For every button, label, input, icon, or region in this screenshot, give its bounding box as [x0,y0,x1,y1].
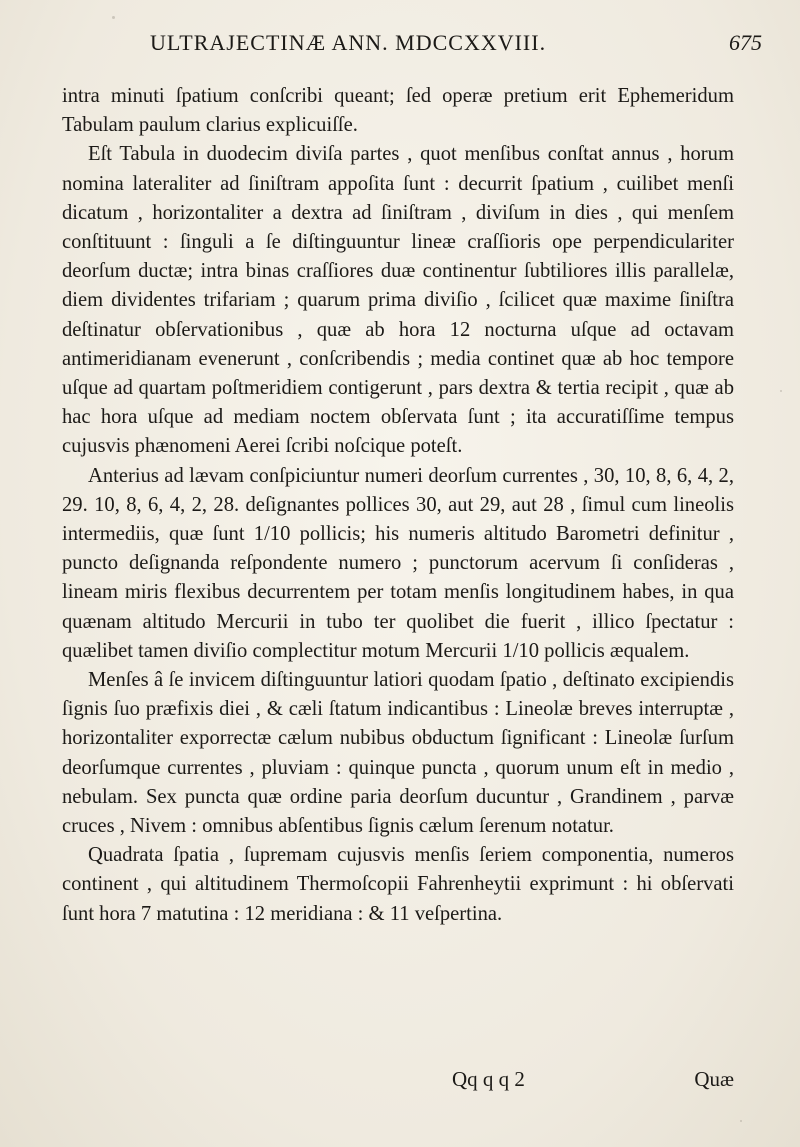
paper-speck [112,16,115,19]
catchword: Quæ [694,1067,734,1091]
running-head [150,30,762,64]
paper-speck [740,1120,742,1122]
paragraph-4: Menſes â ſe invicem diſtinguuntur latiori quodam ſpatio , deſtinato excipiendis ſignis ſuo præfixis diei , & cæli ſtatum indicantibus : Lineolæ breves interruptæ , horizontaliter exporrectæ cælum nubibus obductum ſignificant : Lineolæ ſurſum deorſumque currentes , pluviam : quinque puncta , quorum unum eſt in medio , nebulam. Sex puncta quæ ordine paria deorſum ducuntur , Grandinem , parvæ cruces , Nivem : omnibus abſentibus ſignis cælum ſerenum notatur. [62,669,734,838]
running-title: ULTRAJECTINÆ ANN. MDCCXXVIII. [150,30,547,55]
page-number: 675 [729,30,762,55]
paper-speck [780,390,782,392]
paragraph-2: Eſt Tabula in duodecim diviſa partes , quot menſibus conſtat annus , horum nomina lateraliter ad ſiniſtram appoſita ſunt : decurrit ſpatium , cuilibet menſi dicatum , horizontaliter a dextra ad ſiniſtram , diviſum in dies , qui menſem conſtituunt : ſinguli a ſe diſtinguuntur lineæ craſſioris ope perpendiculariter deorſum ductæ; intra binas craſſiores duæ continentur ſubtiliores illis parallelæ, diem dividentes trifariam ; quarum prima diviſio , ſcilicet quæ maxime ſiniſtra deſtinatur obſervationibus , quæ ab hora 12 nocturna uſque ad octavam antimeridianam evenerunt , conſcribendis ; media continet quæ ab hoc tempore uſque ad quartam poſtmeridiem contigerunt , pars dextra & tertia recipit , quæ ab hac hora uſque ad mediam noctem obſervata ſunt ; ita accuratiſſime tempus cujusvis phænomeni Aerei ſcribi noſcique poteſt. [62,143,734,458]
paragraph-5: Quadrata ſpatia , ſupremam cujusvis menſis ſeriem componentia, numeros continent , qui altitudinem Thermoſcopii Fahrenheytii exprimunt : hi obſervati ſunt hora 7 matutina : 12 meridiana : & 11 veſpertina. [62,844,734,925]
main-text [62,82,734,929]
page-footer [62,1067,734,1097]
signature-mark: Qq q q 2 [452,1067,525,1091]
paragraph-1: intra minuti ſpatium conſcribi queant; ſed operæ pretium erit Ephemeridum Tabulam paulum clarius explicuiſſe. [62,85,734,137]
paragraph-3: Anterius ad lævam conſpiciuntur numeri deorſum currentes , 30, 10, 8, 6, 4, 2, 29. 10, 8, 6, 4, 2, 28. deſignantes pollices 30, aut 29, aut 28 , ſimul cum lineolis intermediis, quæ ſunt 1/10 pollicis; his numeris altitudo Barometri definitur , puncto deſignanda reſpondente numero ; punctorum acervum ſi conſideras , lineam miris flexibus decurrentem per totam menſis longitudinem habes, in qua quænam altitudo Mercurii in tubo ter quolibet die fuerit , illico ſpectatur : quælibet tamen diviſio complectitur motum Mercurii 1/10 pollicis æqualem. [62,464,734,662]
